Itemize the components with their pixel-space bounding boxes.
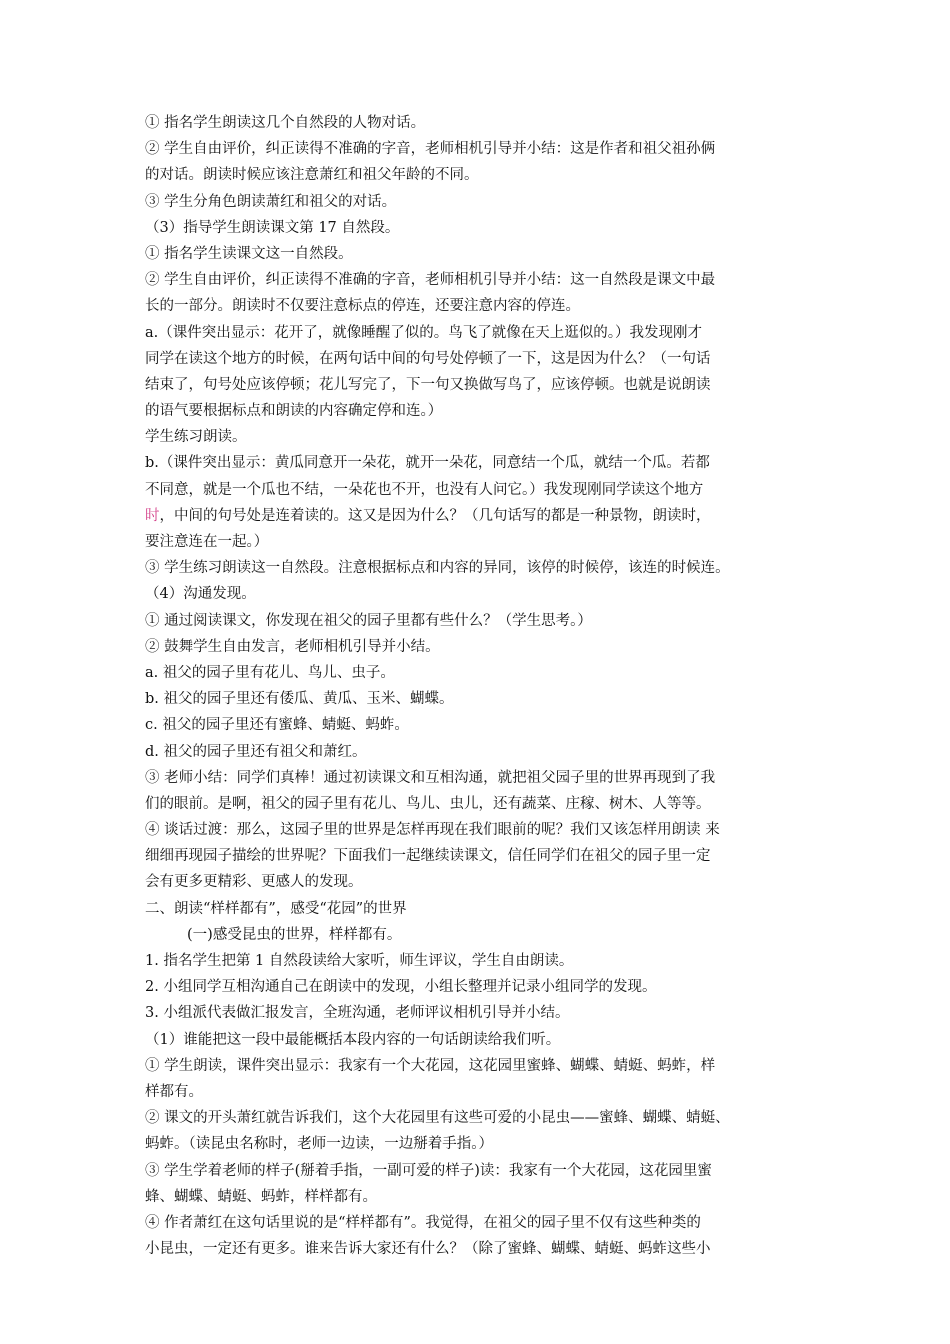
- text-line: （3）指导学生朗读课文第 17 自然段。: [145, 219, 400, 236]
- text-line: 要注意连在一起。）: [145, 534, 269, 550]
- subsection-heading: (一)感受昆虫的世界，样样都有。: [187, 926, 402, 943]
- text-line: 的对话。朗读时候应该注意萧红和祖父年龄的不同。: [145, 167, 479, 184]
- text-line: ③ 学生分角色朗读萧红和祖父的对话。: [145, 193, 397, 210]
- highlighted-char: 时: [145, 507, 160, 524]
- text-line: 们的眼前。是啊，祖父的园子里有花儿、鸟儿、虫儿，还有蔬菜、庄稼、树木、人等等。: [145, 795, 711, 812]
- text-line: a.（课件突出显示：花开了，就像睡醒了似的。鸟飞了就像在天上逛似的。）我发现刚才: [145, 324, 703, 341]
- text-line: 长的一部分。朗读时不仅要注意标点的停连，还要注意内容的停连。: [145, 298, 580, 315]
- text-line: b.（课件突出显示：黄瓜同意开一朵花，就开一朵花，同意结一个瓜，就结一个瓜。若都: [145, 455, 710, 472]
- text-line: 不同意，就是一个瓜也不结，一朵花也不开，也没有人问它。）我发现刚同学读这个地方: [145, 481, 704, 498]
- text-line: d. 祖父的园子里还有祖父和萧红。: [145, 743, 367, 760]
- text-line: ② 学生自由评价，纠正读得不准确的字音，老师相机引导并小结：这是作者和祖父祖孙俩: [145, 141, 716, 158]
- text-line: 细细再现园子描绘的世界呢？下面我们一起继续读课文，信任同学们在祖父的园子里一定: [145, 848, 711, 865]
- text-line: 会有更多更精彩、更感人的发现。: [145, 874, 363, 891]
- text-line: ③ 学生学着老师的样子(掰着手指，一副可爱的样子)读：我家有一个大花园，这花园里蜜: [145, 1162, 712, 1179]
- text-line: ④ 谈话过渡：那么，这园子里的世界是怎样再现在我们眼前的呢？我们又该怎样用朗读 来: [145, 822, 720, 839]
- text-line: 小昆虫，一定还有更多。谁来告诉大家还有什么？（除了蜜蜂、蝴蝶、蜻蜓、蚂蚱这些小: [145, 1241, 711, 1258]
- text-line: 蚂蚱。（读昆虫名称时，老师一边读，一边掰着手指。）: [145, 1136, 493, 1153]
- text-line-rest: ，中间的句号处是连着读的。这又是因为什么？（几句话写的都是一种景物，朗读时，: [159, 507, 711, 524]
- text-line: 同学在读这个地方的时候，在两句话中间的句号处停顿了一下，这是因为什么？（一句话: [145, 350, 711, 367]
- text-line: 3. 小组派代表做汇报发言，全班沟通，老师评议相机引导并小结。: [145, 1005, 570, 1022]
- text-line: 结束了，句号处应该停顿；花儿写完了，下一句又换做写鸟了，应该停顿。也就是说朗读: [145, 376, 711, 393]
- text-line: ③ 学生练习朗读这一自然段。注意根据标点和内容的异同，该停的时候停，该连的时候连。: [145, 560, 730, 577]
- text-line: c. 祖父的园子里还有蜜蜂、蜻蜓、蚂蚱。: [145, 717, 409, 734]
- text-line: ④ 作者萧红在这句话里说的是“样样都有”。我觉得，在祖父的园子里不仅有这些种类的: [145, 1214, 701, 1231]
- text-line: 1. 指名学生把第 1 自然段读给大家听，师生评议，学生自由朗读。: [145, 953, 574, 969]
- text-line: 蜂、蝴蝶、蜻蜓、蚂蚱，样样都有。: [145, 1188, 377, 1205]
- text-line: ① 指名学生读课文这一自然段。: [145, 245, 353, 262]
- text-line: a. 祖父的园子里有花儿、鸟儿、虫子。: [145, 664, 395, 681]
- text-line: （4）沟通发现。: [145, 586, 256, 603]
- section-heading: 二、朗读“样样都有”，感受“花园”的世界: [145, 900, 407, 917]
- text-line: ① 指名学生朗读这几个自然段的人物对话。: [145, 115, 426, 131]
- document-body: [145, 110, 813, 1262]
- text-line: ① 学生朗读，课件突出显示：我家有一个大花园，这花园里蜜蜂、蝴蝶、蜻蜓、蚂蚱，样: [145, 1057, 716, 1074]
- text-line: 学生练习朗读。: [145, 429, 247, 446]
- text-line: ② 课文的开头萧红就告诉我们，这个大花园里有这些可爱的小昆虫——蜜蜂、蝴蝶、蜻蜓、: [145, 1110, 730, 1127]
- text-line-highlighted: [145, 503, 813, 529]
- text-line: ② 鼓舞学生自由发言，老师相机引导并小结。: [145, 638, 440, 655]
- text-line: （1）谁能把这一段中最能概括本段内容的一句话朗读给我们听。: [145, 1031, 561, 1048]
- text-line: ③ 老师小结：同学们真棒！通过初读课文和互相沟通，就把祖父园子里的世界再现到了我: [145, 769, 716, 786]
- text-line: 2. 小组同学互相沟通自己在朗读中的发现，小组长整理并记录小组同学的发现。: [145, 979, 657, 996]
- text-line: b. 祖父的园子里还有倭瓜、黄瓜、玉米、蝴蝶。: [145, 691, 454, 708]
- text-line: 样都有。: [145, 1083, 203, 1100]
- text-line: 的语气要根据标点和朗读的内容确定停和连。）: [145, 403, 443, 420]
- text-line: ② 学生自由评价，纠正读得不准确的字音，老师相机引导并小结：这一自然段是课文中最: [145, 272, 716, 289]
- text-line: ① 通过阅读课文，你发现在祖父的园子里都有些什么？（学生思考。）: [145, 612, 592, 629]
